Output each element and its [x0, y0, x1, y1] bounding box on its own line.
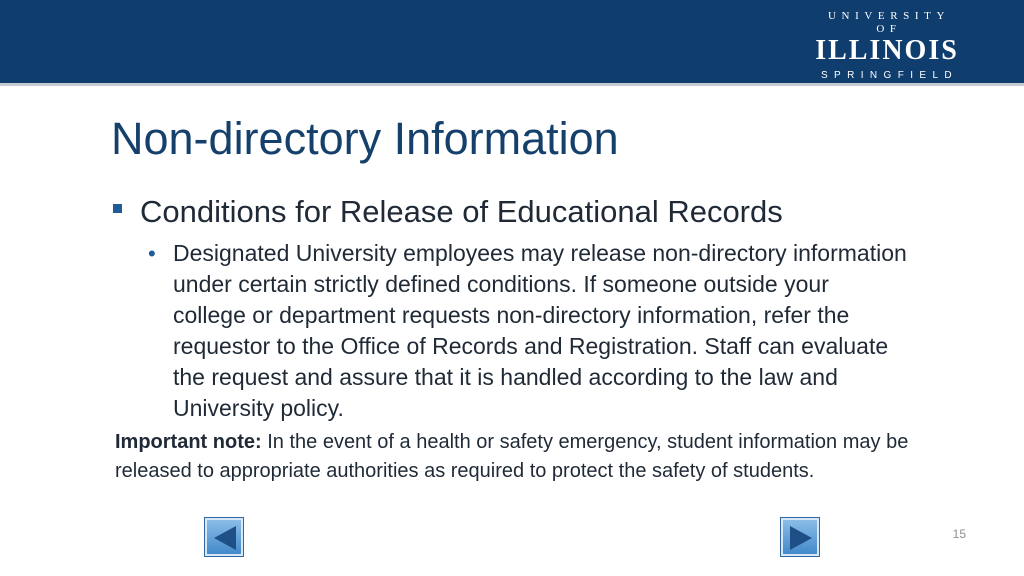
important-note — [115, 428, 975, 486]
next-slide-button[interactable] — [780, 517, 820, 557]
page-number: 15 — [952, 527, 966, 541]
square-bullet-icon — [113, 204, 122, 213]
triangle-right-icon — [781, 518, 821, 558]
bullet-level-2-text: Designated University employees may release non-directory information under certain strictly defined conditions. If someone outside your college or department requests non-directory information, refer the requestor to the Office of Records and Registration. Staff can evaluate the request and assure that it is handled according to the law and University policy. — [173, 240, 907, 421]
slide-title: Non-directory Information — [111, 113, 619, 164]
bullet-level-1-text: Conditions for Release of Educational Records — [140, 194, 783, 229]
important-note-text: In the event of a health or safety emergency, student information may be released to appropriate authorities as required to protect the safety of students. — [115, 431, 909, 482]
university-logo — [812, 10, 962, 82]
header-divider — [0, 83, 1024, 86]
logo-line-illinois: ILLINOIS — [815, 35, 959, 66]
dot-bullet-icon: • — [148, 241, 156, 266]
important-note-label: Important note: — [115, 431, 262, 453]
logo-line-springfield: SPRINGFIELD — [820, 70, 959, 81]
previous-slide-button[interactable] — [204, 517, 244, 557]
logo-line-university-of: UNIVERSITY OF — [828, 10, 950, 35]
triangle-left-icon — [205, 518, 245, 558]
